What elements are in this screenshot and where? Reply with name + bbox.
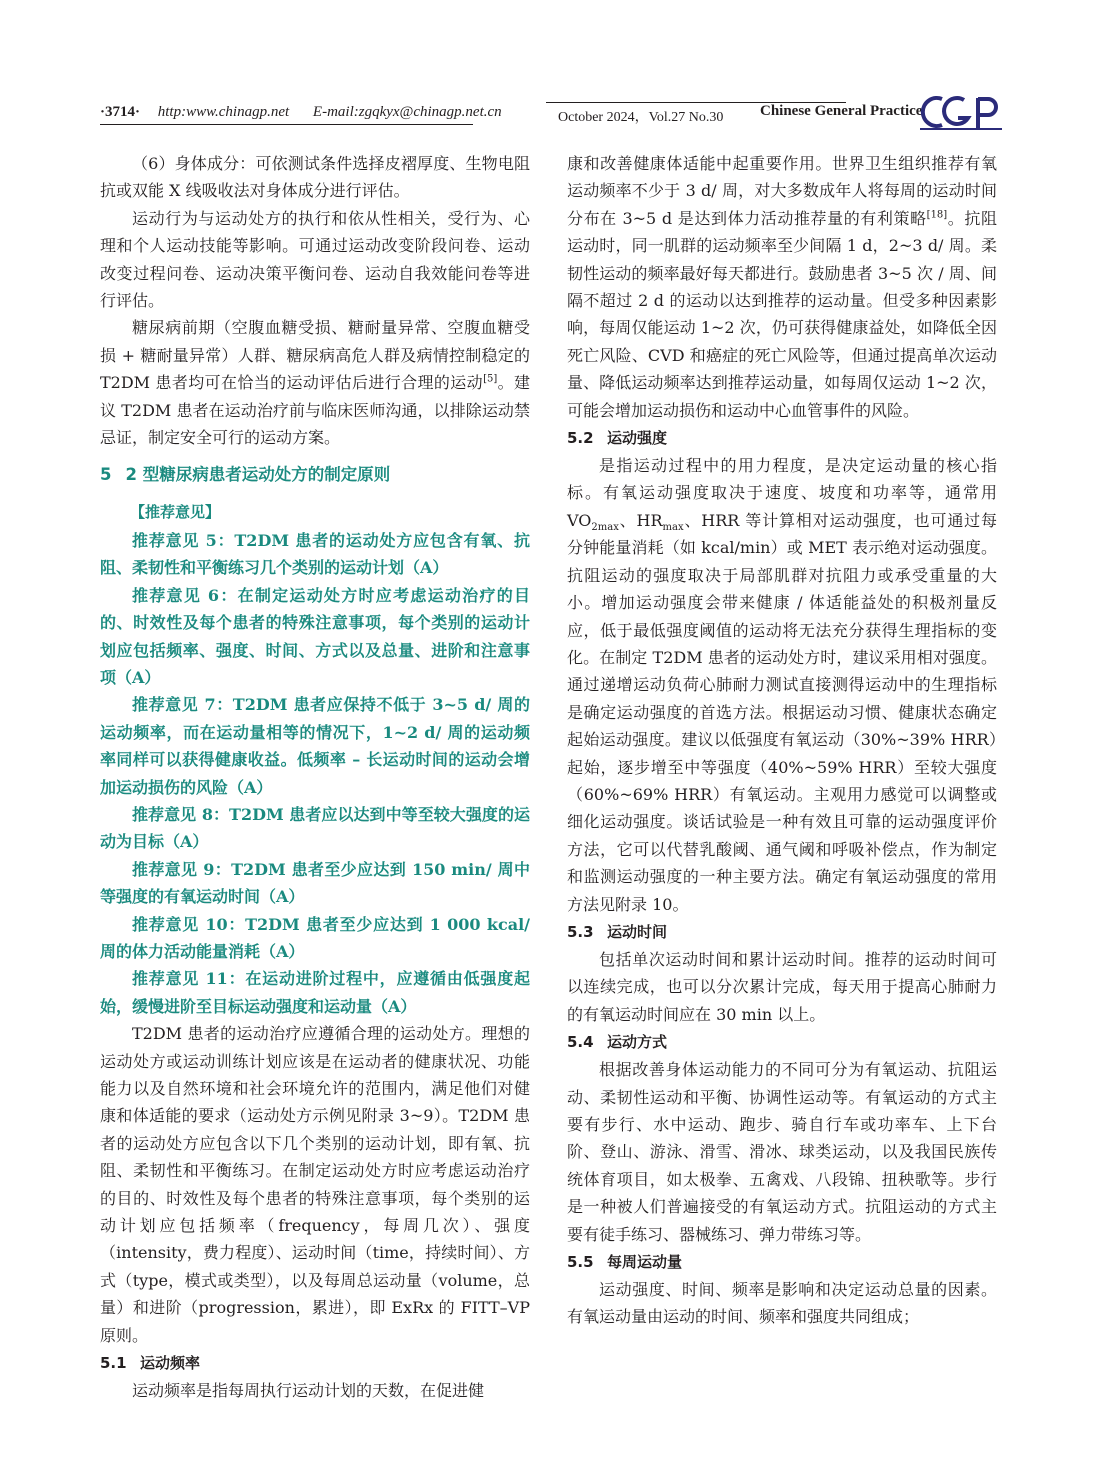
recommendation: 推荐意见 11：在运动进阶过程中，应遵循由低强度起始，缓慢进阶至目标运动强度和运动量（A）	[100, 969, 530, 1016]
paragraph: 根据改善身体运动能力的不同可分为有氧运动、抗阻运动、柔韧性运动和平衡、协调性运动等。有氧运动的方式主要有步行、水中运动、跑步、骑自行车或功率车、上下台阶、登山、游泳、滑雪、滑冰、球类运动，以及我国民族传统体育项目，如太极拳、五禽戏、八段锦、扭秧歌等。步行是一种被人们普遍接受的有氧运动方式。抗阻运动的方式主要有徒手练习、器械练习、弹力带练习等。	[567, 1060, 997, 1244]
header-left	[100, 104, 502, 121]
journal-email[interactable]: E-mail:zgqkyx@chinagp.net.cn	[312, 104, 502, 120]
paragraph: 运动频率是指每周执行运动计划的天数，在促进健	[132, 1381, 485, 1401]
section-heading: 5 2 型糖尿病患者运动处方的制定原则	[100, 465, 391, 485]
recommendation: 推荐意见 7：T2DM 患者应保持不低于 3~5 d/ 周的运动频率，而在运动量相等的情况下，1~2 d/ 周的运动频率同样可以获得健康收益。低频率 – 长运动时间的运动会增加运动损伤的风险（A）	[100, 695, 530, 797]
header-rule-left	[100, 124, 473, 125]
left-column	[100, 150, 530, 1404]
recommendation-header: 【推荐意见】	[130, 503, 221, 522]
paragraph: 运动行为与运动处方的执行和依从性相关，受行为、心理和个人运动技能等影响。可通过运动改变阶段问卷、运动改变过程问卷、运动决策平衡问卷、运动自我效能问卷等进行评估。	[100, 208, 530, 311]
paragraph: 康和改善健康体适能中起重要作用。世界卫生组织推荐有氧运动频率不少于 3 d/ 周，对大多数成年人将每周的运动时间分布在 3~5 d 是达到体力活动推荐量的有利策略[18]。抗阻运动时，同一肌群的运动频率至少间隔 1 d，2~3 d/ 周。柔韧性运动的频率最好每天都进行。鼓励患者 3~5 次 / 周、间隔不超过 2 d 的运动以达到推荐的运动量。但受多种因素影响，每周仅能运动 1~2 次，仍可获得健康益处，如降低全因死亡风险、CVD 和癌症的死亡风险等，但通过提高单次运动量、降低运动频率达到推荐运动量，如每周仅运动 1~2 次，可能会增加运动损伤和运动中心血管事件的风险。	[567, 154, 997, 420]
citation[interactable]: [5]	[483, 373, 498, 385]
recommendation: 推荐意见 5：T2DM 患者的运动处方应包含有氧、抗阻、柔韧性和平衡练习几个类别的运动计划（A）	[100, 530, 530, 578]
issue-info: October 2024，Vol.27 No.30	[558, 110, 724, 125]
paragraph: T2DM 患者的运动治疗应遵循合理的运动处方。理想的运动处方或运动训练计划应该是在运动者的健康状况、功能能力以及自然环境和社会环境允许的范围内，满足他们对健康和体适能的要求（运动处方示例见附录 3~9）。T2DM 患者的运动处方应包含以下几个类别的运动计划，即有氧、抗阻、柔韧性和平衡练习。在制定运动处方时应考虑运动治疗的目的、时效性及每个患者的特殊注意事项，每个类别的运动计划应包括频率（frequency，每周几次）、强度（intensity，费力程度）、运动时间（time，持续时间）、方式（type，模式或类型），以及每周总运动量（volume，总量）和进阶（progression，累进），即 ExRx 的 FITT–VP 原则。	[100, 1024, 530, 1345]
subsection-heading: 5.1 运动频率	[100, 1354, 201, 1373]
journal-url[interactable]: http:www.chinagp.net	[157, 104, 290, 120]
paragraph: 包括单次运动时间和累计运动时间。推荐的运动时间可以连续完成，也可以分次累计完成，每天用于提高心肺耐力的有氧运动时间应在 30 min 以上。	[567, 949, 997, 1024]
cgp-logo-icon	[920, 94, 1002, 130]
subsection-heading: 5.2 运动强度	[567, 429, 668, 448]
page-number: ·3714·	[100, 104, 141, 120]
journal-name: Chinese General Practice	[760, 103, 923, 119]
paragraph: （6）身体成分：可依测试条件选择皮褶厚度、生物电阻抗或双能 X 线吸收法对身体成分进行评估。	[100, 154, 530, 201]
right-column	[567, 150, 997, 1331]
citation[interactable]: [18]	[926, 209, 948, 221]
paragraph: 是指运动过程中的用力程度，是决定运动量的核心指标。有氧运动强度取决于速度、坡度和功率等，通常用 $VO_{2max}$、$HR_{max}$、HRR 等计算相对运动强度，也可通过每分钟能量消耗（如 kcal/min）或 MET 表示绝对运动强度。抗阻运动的强度取决于局部肌群对抗阻力或承受重量的大小。增加运动强度会带来健康 / 体适能益处的积极剂量反应，低于最低强度阈值的运动将无法充分获得生理指标的变化。在制定 T2DM 患者的运动处方时，建议采用相对强度。通过递增运动负荷心肺耐力测试直接测得运动中的生理指标是确定运动强度的首选方法。根据运动习惯、健康状态确定起始运动强度。建议以低强度有氧运动（30%~39% HRR）起始，逐步增至中等强度（40%~59% HRR）至较大强度（60%~69% HRR）有氧运动。主观用力感觉可以调整或细化运动强度。谈话试验是一种有效且可靠的运动强度评价方法，它可以代替乳酸阈、通气阈和呼吸补偿点，作为制定和监测运动强度的一种主要方法。确定有氧运动强度的常用方法见附录 10。	[567, 456, 997, 914]
recommendation: 推荐意见 6：在制定运动处方时应考虑运动治疗的目的、时效性及每个患者的特殊注意事项，每个类别的运动计划应包括频率、强度、时间、方式以及总量、进阶和注意事项（A）	[100, 585, 530, 687]
paragraph: 运动强度、时间、频率是影响和决定运动总量的因素。有氧运动量由运动的时间、频率和强度共同组成；	[567, 1280, 997, 1327]
subsection-heading: 5.5 每周运动量	[567, 1253, 683, 1272]
recommendation: 推荐意见 10：T2DM 患者至少应达到 1 000 kcal/ 周的体力活动能量消耗（A）	[100, 914, 530, 961]
paragraph: 糖尿病前期（空腹血糖受损、糖耐量异常、空腹血糖受损 + 糖耐量异常）人群、糖尿病高危人群及病情控制稳定的 T2DM 患者均可在恰当的运动评估后进行合理的运动[5]。建议 T2DM 患者在运动治疗前与临床医师沟通，以排除运动禁忌证，制定安全可行的运动方案。	[100, 318, 530, 448]
subsection-heading: 5.4 运动方式	[567, 1033, 668, 1052]
running-header	[100, 94, 1000, 134]
recommendation: 推荐意见 8：T2DM 患者应以达到中等至较大强度的运动为目标（A）	[100, 804, 530, 852]
recommendation: 推荐意见 9：T2DM 患者至少应达到 150 min/ 周中等强度的有氧运动时间（A）	[100, 859, 530, 907]
subsection-heading: 5.3 运动时间	[567, 922, 668, 941]
